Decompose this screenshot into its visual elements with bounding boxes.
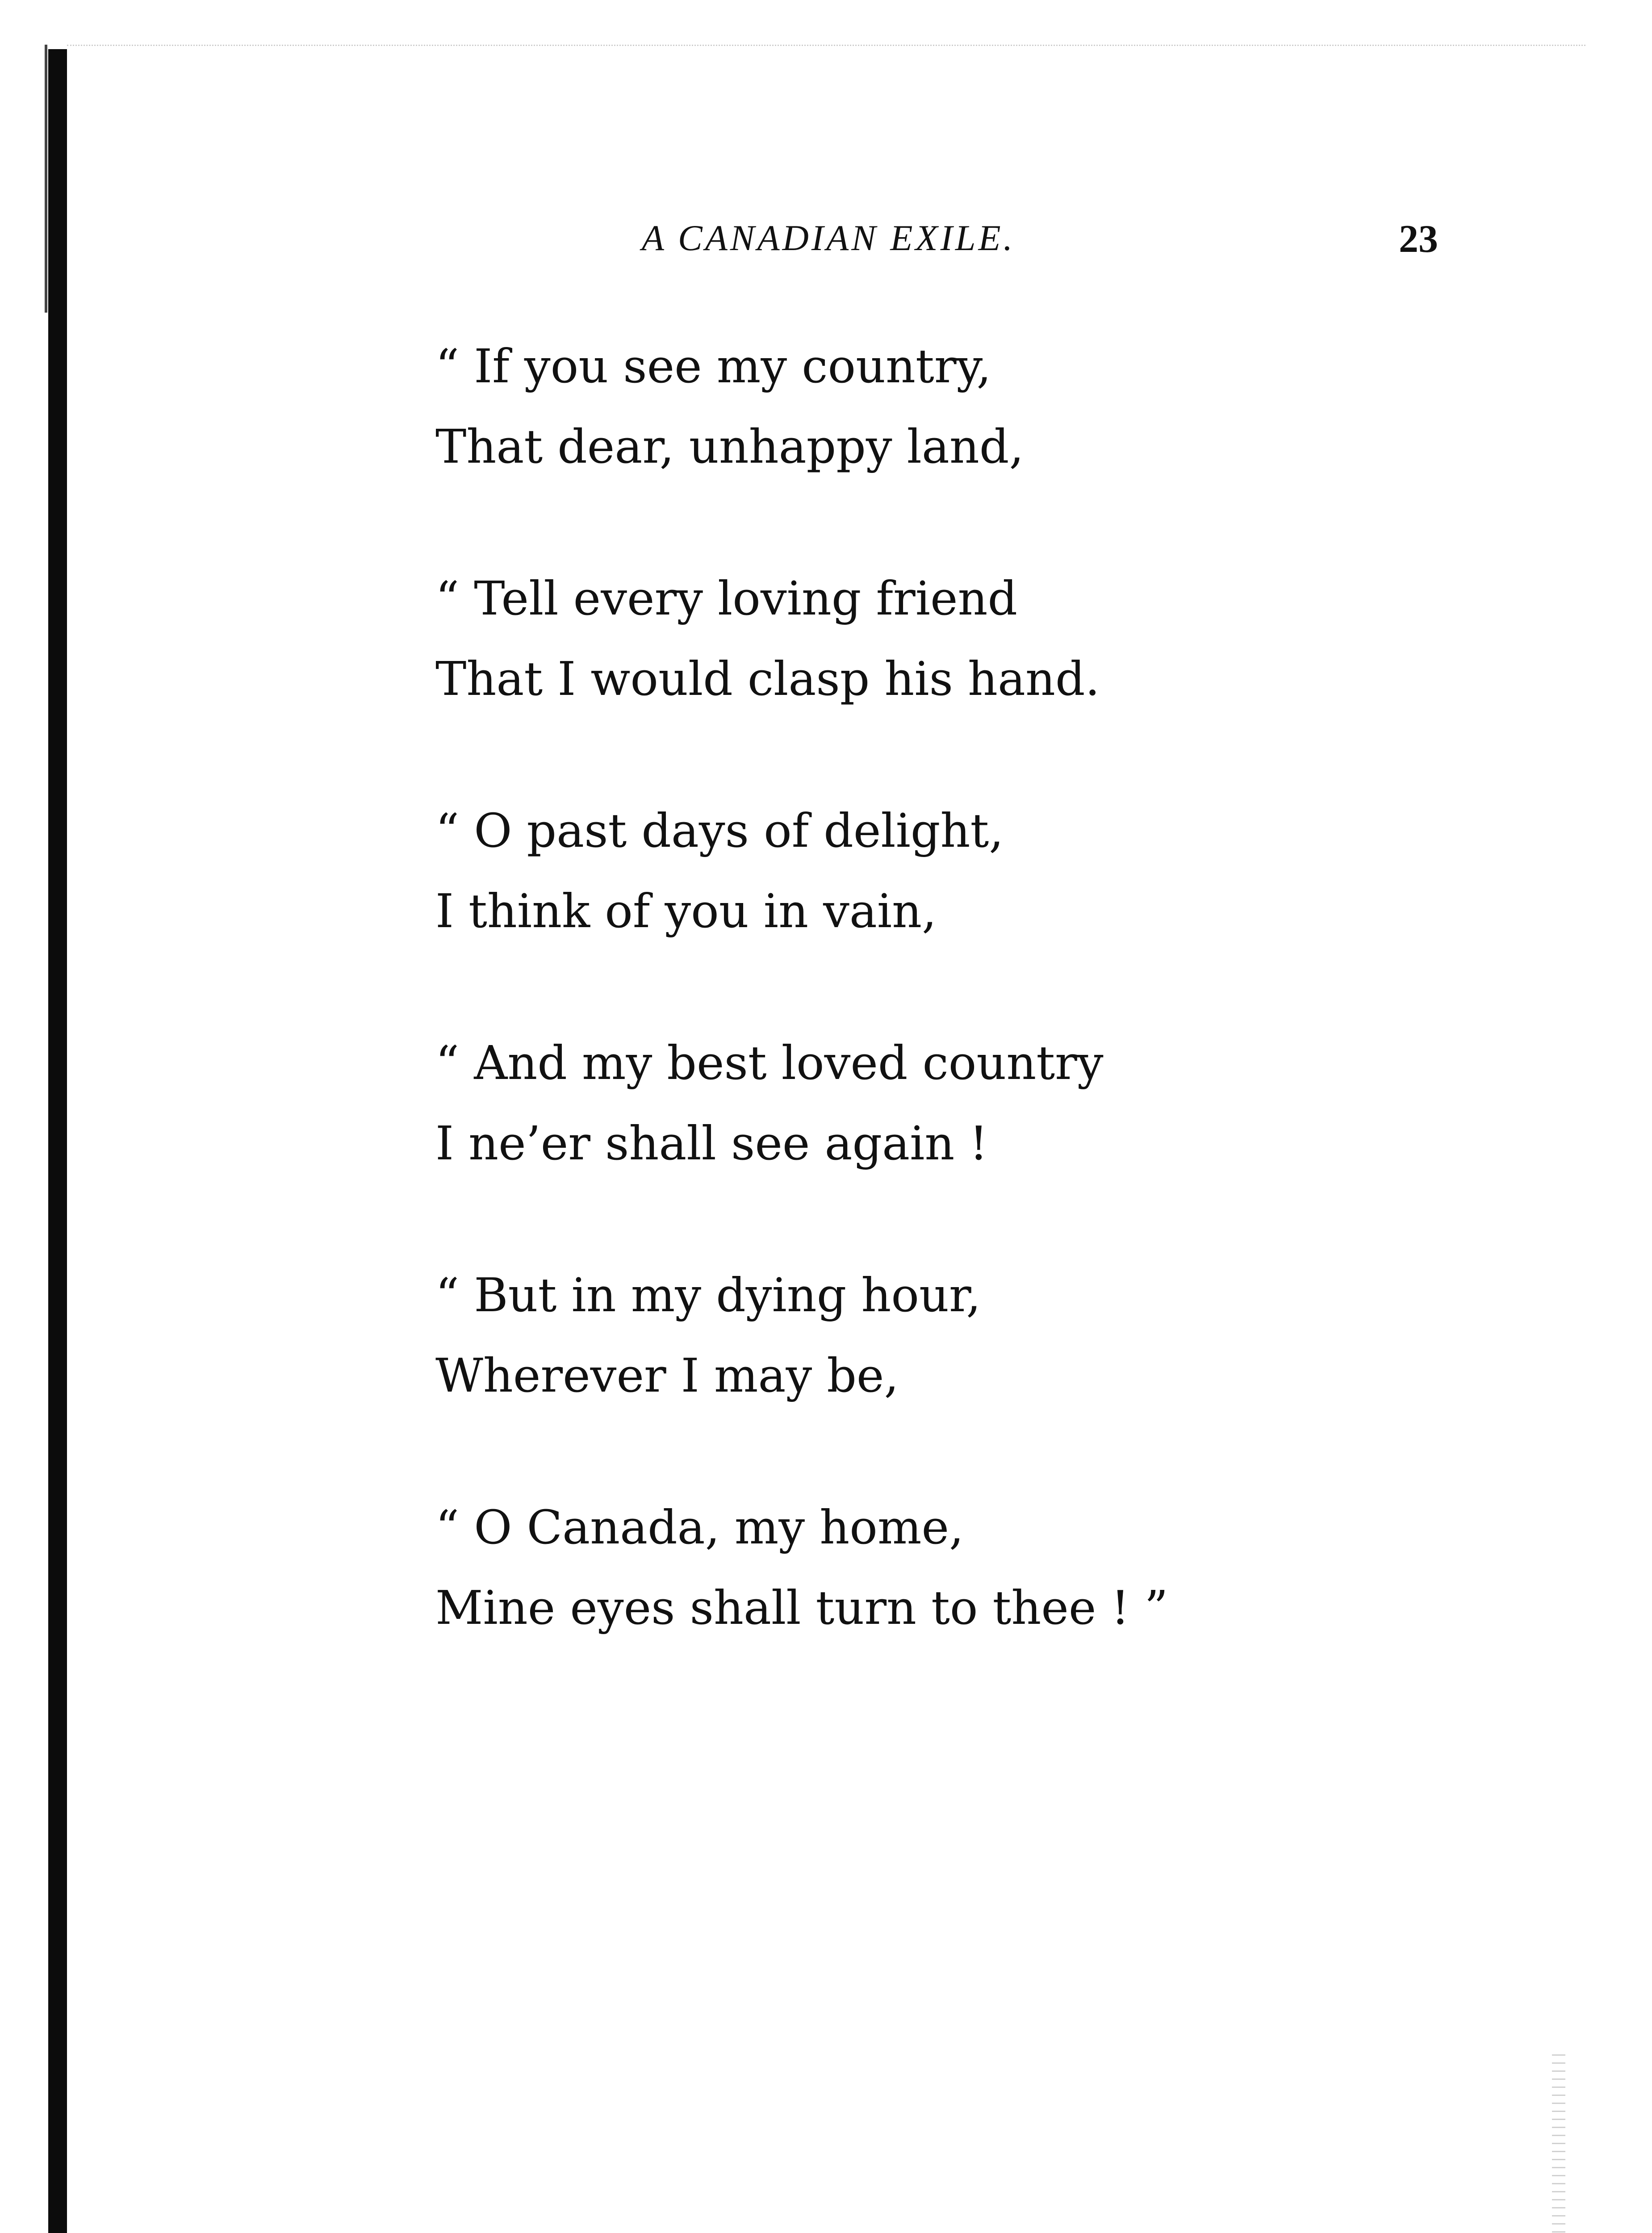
stanza bbox=[435, 1487, 1418, 1648]
poem-line: Mine eyes shall turn to thee ! ” bbox=[435, 1581, 1168, 1635]
poem-body bbox=[435, 326, 1418, 1719]
binding-edge bbox=[48, 49, 67, 2233]
poem-line: That dear, unhappy land, bbox=[435, 419, 1024, 474]
stanza bbox=[435, 1255, 1418, 1416]
binding-edge-shadow bbox=[45, 45, 47, 313]
poem-line: “ O past days of delight, bbox=[435, 803, 1004, 858]
poem-line: “ But in my dying hour, bbox=[435, 1268, 981, 1322]
page-number: 23 bbox=[1399, 217, 1438, 261]
poem-line: I think of you in vain, bbox=[435, 884, 937, 938]
running-head: A CANADIAN EXILE. bbox=[641, 217, 1016, 258]
poem-line: “ Tell every loving friend bbox=[435, 571, 1018, 626]
poem-line: That I would clasp his hand. bbox=[435, 652, 1100, 706]
poem-line: “ O Canada, my home, bbox=[435, 1500, 964, 1555]
stanza bbox=[435, 1023, 1418, 1183]
stanza bbox=[435, 326, 1418, 487]
stanza bbox=[435, 790, 1418, 951]
scan-right-edge-speckle bbox=[1552, 2054, 1565, 2233]
scan-top-edge bbox=[67, 45, 1585, 46]
poem-line: “ If you see my country, bbox=[435, 339, 991, 393]
poem-line: Wherever I may be, bbox=[435, 1348, 899, 1403]
poem-line: “ And my best loved country bbox=[435, 1036, 1104, 1090]
stanza bbox=[435, 558, 1418, 719]
poem-line: I ne’er shall see again ! bbox=[435, 1116, 988, 1171]
